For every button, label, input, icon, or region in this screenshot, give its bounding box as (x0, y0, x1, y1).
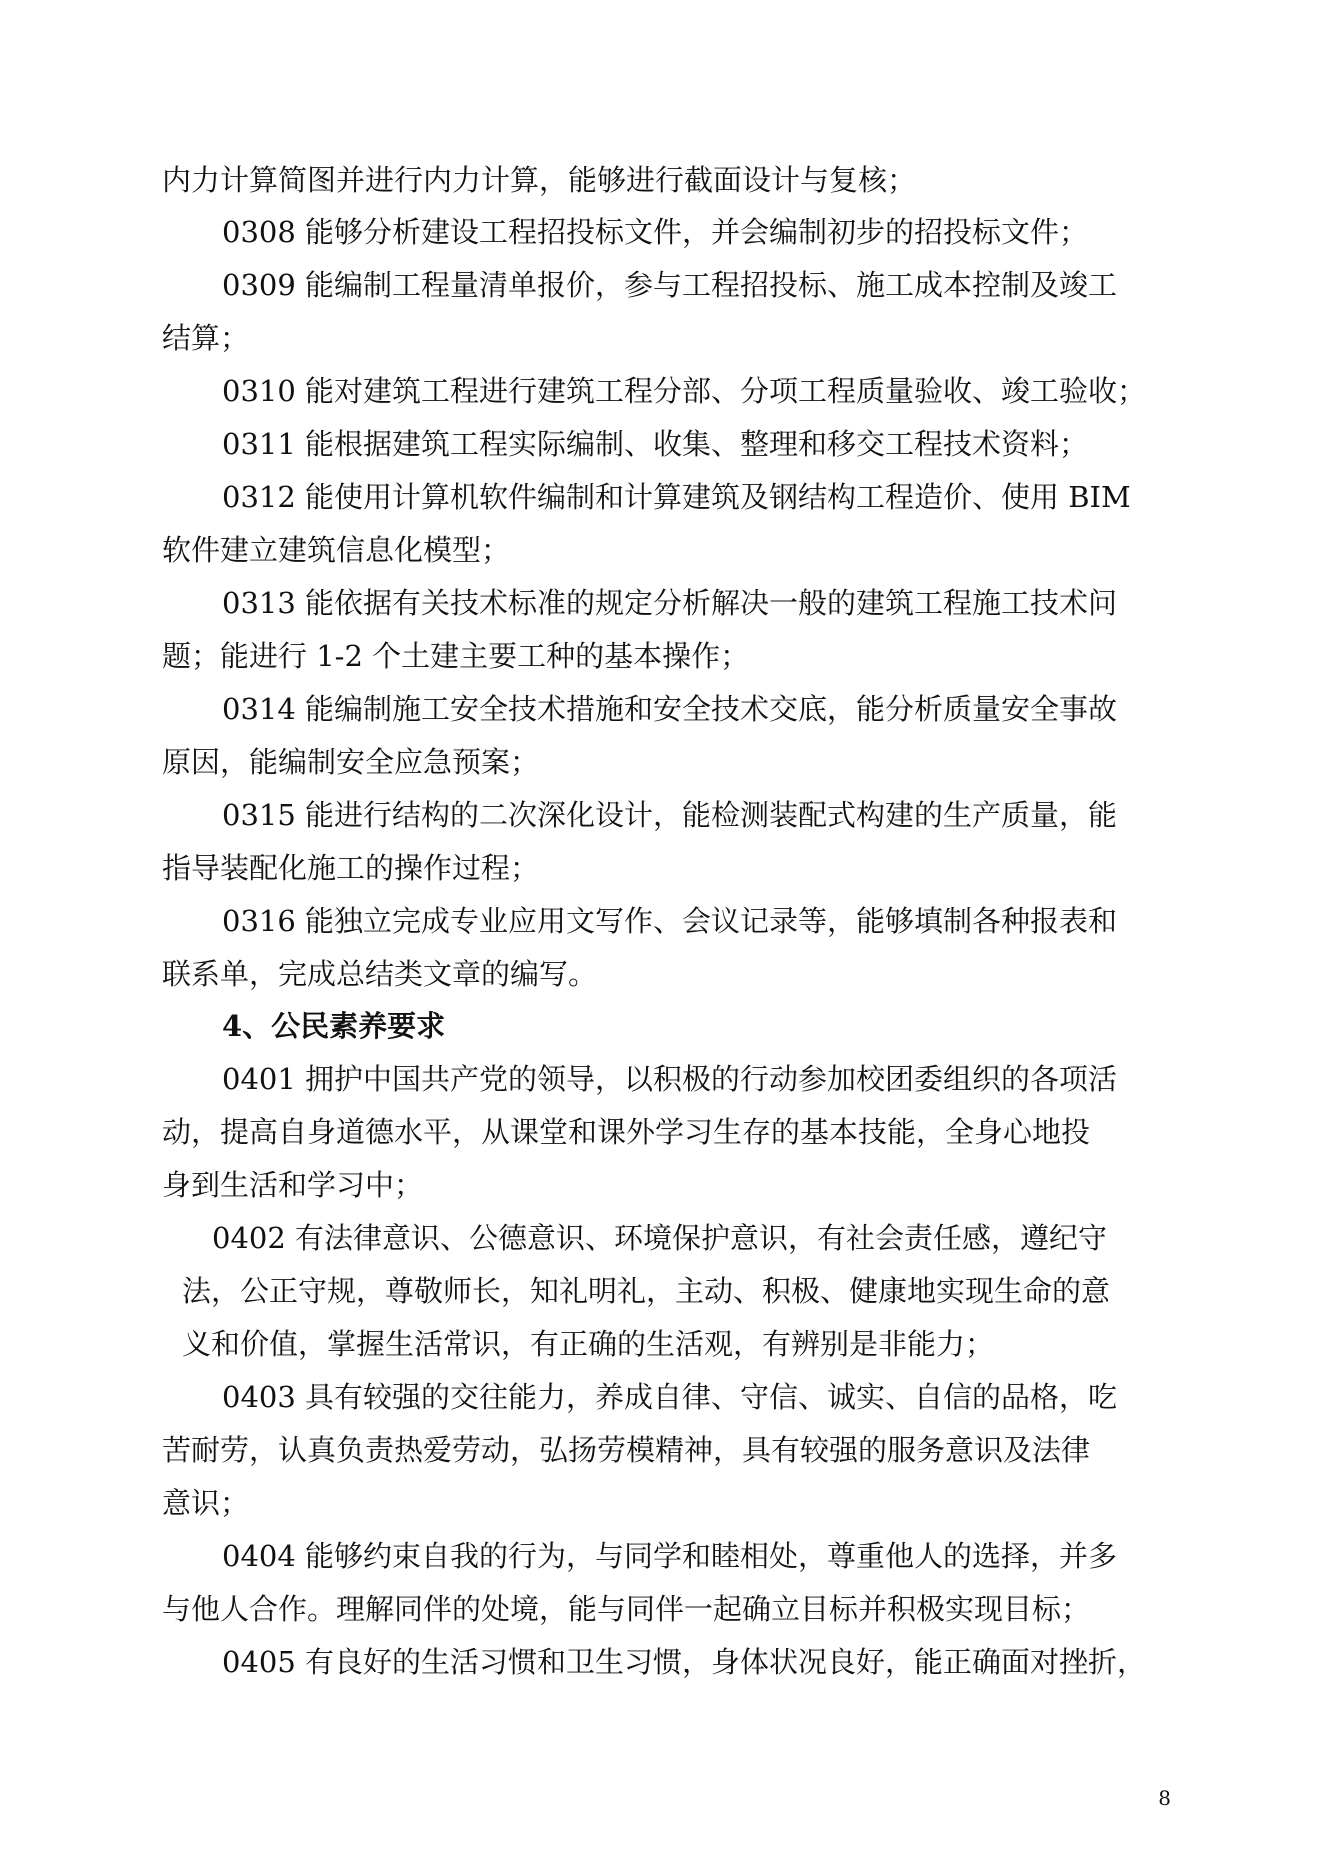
page-number: 8 (1158, 1786, 1171, 1810)
text-line: 0405 有良好的生活习惯和卫生习惯，身体状况良好，能正确面对挫折， (222, 1645, 1147, 1679)
text-line: 动，提高自身道德水平，从课堂和课外学习生存的基本技能，全身心地投 (162, 1115, 1091, 1149)
text-line: 0403 具有较强的交往能力，养成自律、守信、诚实、自信的品格，吃 (222, 1380, 1118, 1414)
text-line: 0313 能依据有关技术标准的规定分析解决一般的建筑工程施工技术问 (222, 586, 1118, 620)
text-line: 0316 能独立完成专业应用文写作、会议记录等，能够填制各种报表和 (222, 904, 1118, 938)
text-line: 指导装配化施工的操作过程； (162, 851, 540, 885)
text-line: 意识； (162, 1486, 250, 1520)
text-line: 苦耐劳，认真负责热爱劳动，弘扬劳模精神，具有较强的服务意识及法律 (162, 1433, 1091, 1467)
text-line: 0310 能对建筑工程进行建筑工程分部、分项工程质量验收、竣工验收； (222, 374, 1147, 408)
text-line: 联系单，完成总结类文章的编写。 (162, 957, 598, 991)
text-line: 法，公正守规，尊敬师长，知礼明礼，主动、积极、健康地实现生命的意 (182, 1274, 1111, 1308)
text-line: 题；能进行 1-2 个土建主要工种的基本操作； (162, 639, 750, 673)
text-line: 身到生活和学习中； (162, 1168, 424, 1202)
text-line: 内力计算简图并进行内力计算，能够进行截面设计与复核； (162, 163, 917, 197)
text-line: 结算； (162, 321, 250, 355)
text-line: 软件建立建筑信息化模型； (162, 533, 511, 567)
text-line: 0308 能够分析建设工程招投标文件，并会编制初步的招投标文件； (222, 215, 1089, 249)
text-line: 义和价值，掌握生活常识，有正确的生活观，有辨别是非能力； (182, 1327, 995, 1361)
text-line: 0315 能进行结构的二次深化设计，能检测装配式构建的生产质量，能 (222, 798, 1118, 832)
text-line: 0314 能编制施工安全技术措施和安全技术交底，能分析质量安全事故 (222, 692, 1118, 726)
text-line: 0309 能编制工程量清单报价，参与工程招投标、施工成本控制及竣工 (222, 268, 1118, 302)
text-line: 原因，能编制安全应急预案； (162, 745, 540, 779)
text-line: 0312 能使用计算机软件编制和计算建筑及钢结构工程造价、使用 BIM (222, 480, 1131, 514)
text-line: 0311 能根据建筑工程实际编制、收集、整理和移交工程技术资料； (222, 427, 1089, 461)
text-line: 0404 能够约束自我的行为，与同学和睦相处，尊重他人的选择，并多 (222, 1539, 1118, 1573)
text-line: 与他人合作。理解同伴的处境，能与同伴一起确立目标并积极实现目标； (162, 1592, 1091, 1626)
text-line: 0401 拥护中国共产党的领导，以积极的行动参加校团委组织的各项活 (222, 1062, 1118, 1096)
text-line: 0402 有法律意识、公德意识、环境保护意识，有社会责任感，遵纪守 (212, 1221, 1108, 1255)
section-heading: 4、公民素养要求 (222, 1009, 446, 1043)
